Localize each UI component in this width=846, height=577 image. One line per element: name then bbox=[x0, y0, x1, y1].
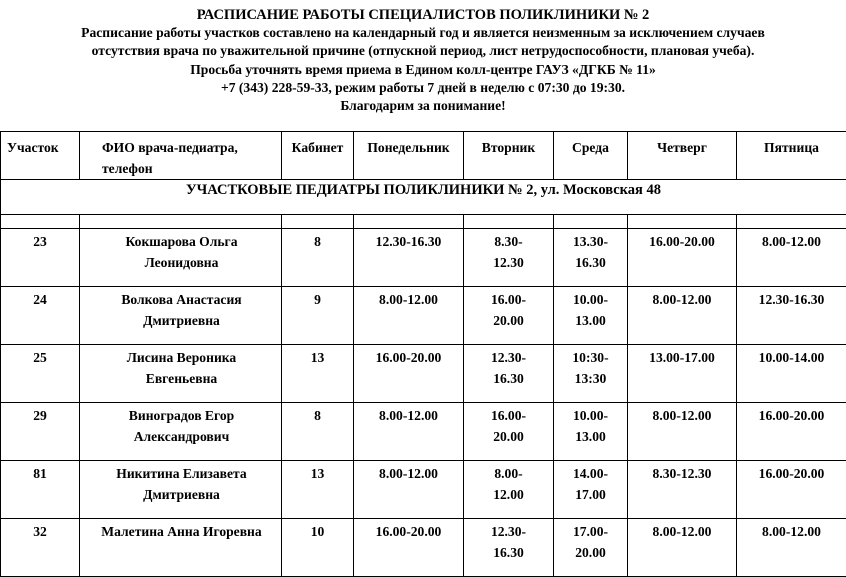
spacer-cell bbox=[628, 215, 737, 229]
cell-monday: 8.00-12.00 bbox=[354, 403, 464, 461]
section-row bbox=[1, 180, 846, 215]
cell-uchastok: 24 bbox=[1, 287, 80, 345]
cell-tuesday: 8.30- 12.30 bbox=[464, 229, 554, 287]
spacer-row bbox=[1, 215, 846, 229]
cell-uchastok: 81 bbox=[1, 461, 80, 519]
notice-line-4: +7 (343) 228-59-33, режим работы 7 дней в неделю с 07:30 до 19:30. bbox=[0, 79, 846, 97]
cell-wednesday: 10.00- 13.00 bbox=[554, 287, 628, 345]
table-row bbox=[1, 229, 846, 287]
cell-tuesday: 8.00- 12.00 bbox=[464, 461, 554, 519]
page-title: РАСПИСАНИЕ РАБОТЫ СПЕЦИАЛИСТОВ ПОЛИКЛИНИКИ № 2 bbox=[0, 6, 846, 24]
cell-uchastok: 23 bbox=[1, 229, 80, 287]
col-header-thursday: Четверг bbox=[628, 132, 737, 180]
cell-friday: 16.00-20.00 bbox=[737, 461, 846, 519]
cell-tuesday: 16.00- 20.00 bbox=[464, 403, 554, 461]
cell-room: 8 bbox=[282, 229, 354, 287]
col-header-doctor: ФИО врача-педиатра, телефон bbox=[80, 132, 282, 180]
cell-room: 10 bbox=[282, 519, 354, 577]
cell-friday: 10.00-14.00 bbox=[737, 345, 846, 403]
cell-room: 13 bbox=[282, 461, 354, 519]
spacer-cell bbox=[554, 215, 628, 229]
notice-line-3: Просьба уточнять время приема в Едином колл-центре ГАУЗ «ДГКБ № 11» bbox=[0, 61, 846, 79]
table-row bbox=[1, 461, 846, 519]
cell-uchastok: 29 bbox=[1, 403, 80, 461]
col-header-uchastok: Участок bbox=[1, 132, 80, 180]
col-header-monday: Понедельник bbox=[354, 132, 464, 180]
notice-line-2: отсутствия врача по уважительной причине (отпускной период, лист нетрудоспособности, плановая учеба). bbox=[0, 42, 846, 60]
notice-line-1: Расписание работы участков составлено на календарный год и является неизменным за исключением случаев bbox=[0, 24, 846, 42]
cell-tuesday: 12.30- 16.30 bbox=[464, 519, 554, 577]
cell-friday: 16.00-20.00 bbox=[737, 403, 846, 461]
cell-wednesday: 10:30- 13:30 bbox=[554, 345, 628, 403]
schedule-header bbox=[0, 0, 846, 131]
spacer-cell bbox=[80, 215, 282, 229]
spacer-cell bbox=[464, 215, 554, 229]
cell-monday: 16.00-20.00 bbox=[354, 345, 464, 403]
cell-room: 8 bbox=[282, 403, 354, 461]
table-row bbox=[1, 345, 846, 403]
cell-tuesday: 12.30- 16.30 bbox=[464, 345, 554, 403]
cell-thursday: 8.00-12.00 bbox=[628, 519, 737, 577]
table-row bbox=[1, 287, 846, 345]
cell-doctor-name: Никитина Елизавета Дмитриевна bbox=[80, 461, 282, 519]
col-header-wednesday: Среда bbox=[554, 132, 628, 180]
cell-monday: 12.30-16.30 bbox=[354, 229, 464, 287]
cell-uchastok: 25 bbox=[1, 345, 80, 403]
cell-doctor-name: Виноградов Егор Александрович bbox=[80, 403, 282, 461]
cell-wednesday: 14.00- 17.00 bbox=[554, 461, 628, 519]
cell-monday: 16.00-20.00 bbox=[354, 519, 464, 577]
cell-doctor-name: Волкова Анастасия Дмитриевна bbox=[80, 287, 282, 345]
cell-wednesday: 17.00- 20.00 bbox=[554, 519, 628, 577]
cell-thursday: 13.00-17.00 bbox=[628, 345, 737, 403]
table-row bbox=[1, 403, 846, 461]
table-header-row bbox=[1, 132, 846, 180]
cell-friday: 8.00-12.00 bbox=[737, 229, 846, 287]
table-row bbox=[1, 519, 846, 577]
spacer-cell bbox=[354, 215, 464, 229]
schedule-table bbox=[0, 131, 846, 577]
cell-tuesday: 16.00- 20.00 bbox=[464, 287, 554, 345]
cell-thursday: 8.00-12.00 bbox=[628, 287, 737, 345]
cell-wednesday: 10.00- 13.00 bbox=[554, 403, 628, 461]
cell-uchastok: 32 bbox=[1, 519, 80, 577]
cell-friday: 12.30-16.30 bbox=[737, 287, 846, 345]
cell-thursday: 8.30-12.30 bbox=[628, 461, 737, 519]
cell-room: 9 bbox=[282, 287, 354, 345]
cell-monday: 8.00-12.00 bbox=[354, 461, 464, 519]
notice-line-5: Благодарим за понимание! bbox=[0, 97, 846, 115]
spacer-cell bbox=[1, 215, 80, 229]
section-title: УЧАСТКОВЫЕ ПЕДИАТРЫ ПОЛИКЛИНИКИ № 2, ул. Московская 48 bbox=[1, 180, 846, 215]
cell-doctor-name: Лисина Вероника Евгеньевна bbox=[80, 345, 282, 403]
cell-thursday: 8.00-12.00 bbox=[628, 403, 737, 461]
spacer-cell bbox=[737, 215, 846, 229]
cell-room: 13 bbox=[282, 345, 354, 403]
cell-wednesday: 13.30- 16.30 bbox=[554, 229, 628, 287]
cell-friday: 8.00-12.00 bbox=[737, 519, 846, 577]
col-header-tuesday: Вторник bbox=[464, 132, 554, 180]
col-header-friday: Пятница bbox=[737, 132, 846, 180]
cell-thursday: 16.00-20.00 bbox=[628, 229, 737, 287]
spacer-cell bbox=[282, 215, 354, 229]
cell-monday: 8.00-12.00 bbox=[354, 287, 464, 345]
cell-doctor-name: Малетина Анна Игоревна bbox=[80, 519, 282, 577]
col-header-room: Кабинет bbox=[282, 132, 354, 180]
cell-doctor-name: Кокшарова Ольга Леонидовна bbox=[80, 229, 282, 287]
